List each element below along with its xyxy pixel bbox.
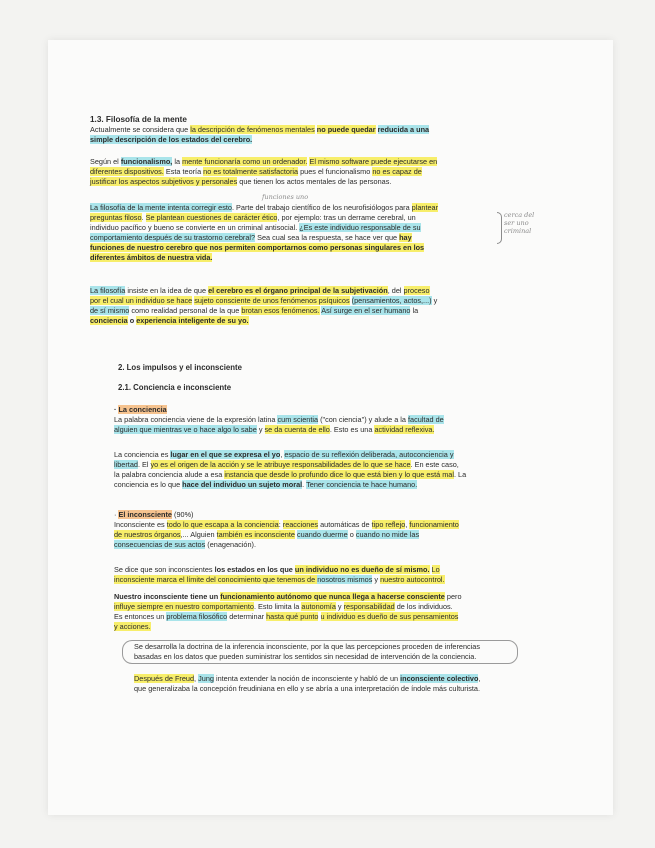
paragraph-intro-line-1: Actualmente se considera que la descripción de fenómenos mentales no puede quedar reducida a una xyxy=(90,125,430,134)
paragraph-ethics-line-6: diferentes ámbitos de nuestra vida. xyxy=(90,253,213,262)
paragraph-inferencia-line-2: basadas en los datos que pueden suministrar los sentidos sin necesidad de intervención de la conciencia. xyxy=(134,652,477,661)
paragraph-ethics-line-3: individuo pacífico y bueno se convierte en un criminal antisocial. ¿Es este individuo responsable de su xyxy=(90,223,421,232)
paragraph-conciencia-2-line-3: la palabra conciencia alude a esa instancia que desde lo profundo dice lo que está bien y lo que está mal. La xyxy=(114,470,467,479)
paragraph-conciencia-2-line-1: La conciencia es lugar en el que se expresa el yo, espacio de su reflexión deliberada, autoconciencia y xyxy=(114,450,454,459)
paragraph-functionalism-line-1: Según el funcionalismo, la mente funcionaría como un ordenador. El mismo software puede ejecutarse en xyxy=(90,157,438,166)
paragraph-subjectivation-line-1: La filosofía insiste en la idea de que el cerebro es el órgano principal de la subjetivación, del proceso xyxy=(90,286,430,295)
paragraph-ethics-line-5: funciones de nuestro cerebro que nos permiten comportarnos como personas singulares en los xyxy=(90,243,425,252)
handwritten-margin-note: cerca del ser uno criminal xyxy=(504,211,535,235)
paragraph-subjectivation-line-3: de sí mismo como realidad personal de la que brotan esos fenómenos. Así surge en el ser humano la xyxy=(90,306,419,315)
paragraph-conciencia-2-line-4: conciencia es lo que hace del individuo un sujeto moral. Tener conciencia te hace humano. xyxy=(114,480,418,489)
paragraph-inconsciente-3-line-1: Nuestro inconsciente tiene un funcionamiento autónomo que nunca llega a hacerse consciente pero xyxy=(114,592,462,601)
paragraph-inconsciente-2-line-1: Se dice que son inconscientes los estados en los que un individuo no es dueño de sí mismo. Lo xyxy=(114,565,440,574)
paragraph-ethics-line-4: comportamiento después de su trastorno cerebral? Sea cual sea la respuesta, se hace ver que hay xyxy=(90,233,412,242)
paragraph-inferencia-line-1: Se desarrolla la doctrina de la inferencia inconsciente, por la que las percepciones proceden de inferencias xyxy=(134,642,481,651)
paragraph-inconsciente-1-line-3: consecuencias de sus actos (enagenación). xyxy=(114,540,256,549)
margin-bracket xyxy=(497,212,502,244)
handwritten-note-above: funciones uno xyxy=(262,193,309,201)
paragraph-subjectivation-line-2: por el cual un individuo se hace sujeto consciente de unos fenómenos psíquicos (pensamientos, actos,...) y xyxy=(90,296,438,305)
paragraph-jung-line-1: Después de Freud, Jung intenta extender la noción de inconsciente y habló de un inconsciente colectivo, xyxy=(134,674,481,683)
paragraph-conciencia-1-line-2: alguien que mientras ve o hace algo lo sabe y se da cuenta de ello. Esto es una actividad reflexiva. xyxy=(114,425,435,434)
heading-el-inconsciente: · El inconsciente (90%) xyxy=(114,510,194,519)
paragraph-inconsciente-1-line-1: Inconsciente es todo lo que escapa a la conciencia: reacciones automáticas de tipo reflejo, funcionamiento xyxy=(114,520,459,529)
paragraph-inconsciente-3-line-3: Es entonces un problema filosófico determinar hasta qué punto u individuo es dueño de sus pensamientos xyxy=(114,612,459,621)
section-title-philosophy-of-mind: 1.3. Filosofía de la mente xyxy=(90,115,187,124)
paragraph-intro-line-2: simple descripción de los estados del cerebro. xyxy=(90,135,253,144)
paragraph-inconsciente-3-line-4: y acciones. xyxy=(114,622,151,631)
paragraph-inconsciente-2-line-2: inconsciente marca el límite del conocimiento que tenemos de nosotros mismos y nuestro autocontrol. xyxy=(114,575,445,584)
paragraph-subjectivation-line-4: conciencia o experiencia inteligente de su yo. xyxy=(90,316,249,325)
paragraph-functionalism-line-3: justificar los aspectos subjetivos y personales que tienen los actos mentales de las personas. xyxy=(90,177,392,186)
paragraph-ethics-line-2: preguntas filoso. Se plantean cuestiones de carácter ético, por ejemplo: tras un derrame cerebral, un xyxy=(90,213,416,222)
paragraph-functionalism-line-2: diferentes dispositivos. Esta teoría no es totalmente satisfactoria pues el funcionalismo no es capaz de xyxy=(90,167,422,176)
paragraph-ethics-line-1: La filosofía de la mente intenta corregir esto. Parte del trabajo científico de los neurofisiólogos para plantear xyxy=(90,203,439,212)
subsection-title-consciousness: 2.1. Conciencia e inconsciente xyxy=(118,383,232,392)
section-title-impulses: 2. Los impulsos y el inconsciente xyxy=(118,363,242,372)
paragraph-inconsciente-3-line-2: influye siempre en nuestro comportamiento. Esto limita la autonomía y responsabilidad de los individuos. xyxy=(114,602,453,611)
paragraph-jung-line-2: que generalizaba la concepción freudiniana en ello y se abría a una interpretación de índole más culturista. xyxy=(134,684,481,693)
heading-la-conciencia: · La conciencia xyxy=(114,405,167,414)
paragraph-inconsciente-1-line-2: de nuestros órganos,... Alguien también es inconsciente cuando duerme o cuando no mide las xyxy=(114,530,420,539)
paragraph-conciencia-2-line-2: libertad. El yo es el origen de la acción y se le atribuye responsabilidades de lo que se hace. En este caso, xyxy=(114,460,459,469)
paragraph-conciencia-1-line-1: La palabra conciencia viene de la expresión latina cum scientia ("con ciencia") y alude a la facultad de xyxy=(114,415,444,424)
